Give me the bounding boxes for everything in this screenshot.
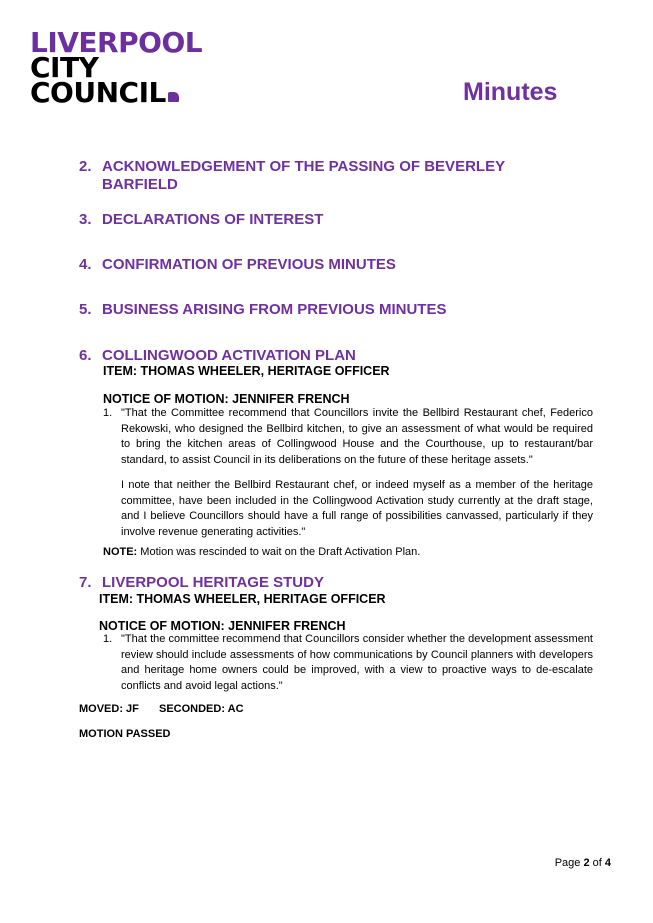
item-title: DECLARATIONS OF INTEREST <box>102 211 324 228</box>
logo-mark-icon <box>168 92 179 102</box>
item-7-notice-of-motion: NOTICE OF MOTION: JENNIFER FRENCH <box>99 619 346 633</box>
agenda-item-5 <box>79 301 542 319</box>
item-6-motion-note: I note that neither the Bellbird Restaurant chef, or indeed myself as a member of the heritage committee, have been included in the Collingwood Activation study currently at the draft stage, and I believe Councillors should have a full range of possibilities canvassed, particularly if they involve revenue generating activities." <box>121 479 593 538</box>
agenda-item-7 <box>79 574 542 592</box>
agenda-item-6 <box>79 347 542 365</box>
item-title: ACKNOWLEDGEMENT OF THE PASSING OF BEVERLEY BARFIELD <box>102 158 505 193</box>
item-title: CONFIRMATION OF PREVIOUS MINUTES <box>102 256 396 273</box>
logo-line-3: COUNCIL <box>30 80 202 105</box>
seconded-by: SECONDED: AC <box>159 703 244 715</box>
document-title: Minutes <box>463 78 558 106</box>
item-title: LIVERPOOL HERITAGE STUDY <box>102 574 324 591</box>
item-6-motion-text: "That the Committee recommend that Councillors invite the Bellbird Restaurant chef, Federico Rekowski, who designed the Bellbird kitchen, to give an assessment of what would be required to bring the kitchen areas of Collingwood House and the Courthouse, up to restaurant/bar standard, to assist Council in its deliberations on the future of these heritage assets." <box>121 407 593 466</box>
item-6-para-number: 1. <box>103 407 113 419</box>
moved-by: MOVED: JF <box>79 703 139 715</box>
item-7-officer: ITEM: THOMAS WHEELER, HERITAGE OFFICER <box>99 592 386 606</box>
note-text: Motion was rescinded to wait on the Draft Activation Plan. <box>137 546 421 558</box>
agenda-item-3 <box>79 211 542 229</box>
item-number: 7. <box>79 574 92 591</box>
item-7-para-number: 1. <box>103 633 113 645</box>
agenda-item-4 <box>79 256 542 274</box>
item-number: 5. <box>79 301 92 318</box>
motion-result: MOTION PASSED <box>79 728 171 740</box>
item-title: COLLINGWOOD ACTIVATION PLAN <box>102 347 356 364</box>
item-number: 3. <box>79 211 92 228</box>
page-number: Page 2 of 4 <box>554 857 611 869</box>
logo-line-2: CITY <box>30 51 99 84</box>
item-6-officer: ITEM: THOMAS WHEELER, HERITAGE OFFICER <box>103 364 390 378</box>
item-title: BUSINESS ARISING FROM PREVIOUS MINUTES <box>102 301 447 318</box>
agenda-item-2 <box>79 158 542 194</box>
item-number: 6. <box>79 347 92 364</box>
note-label: NOTE: <box>103 546 138 558</box>
council-logo <box>30 26 203 109</box>
item-number: 4. <box>79 256 92 273</box>
item-7-motion-text: "That the committee recommend that Councillors consider whether the development assessment review should include assessments of how communications by Council planners with developers and heritage home owners could be improved, with a view to proactive ways to de-escalate conflicts and avoid legal actions." <box>121 633 593 692</box>
item-6-note <box>103 546 420 558</box>
item-6-notice-of-motion: NOTICE OF MOTION: JENNIFER FRENCH <box>103 392 350 406</box>
item-number: 2. <box>79 158 92 175</box>
logo-line-1: LIVERPOOL <box>30 26 203 59</box>
